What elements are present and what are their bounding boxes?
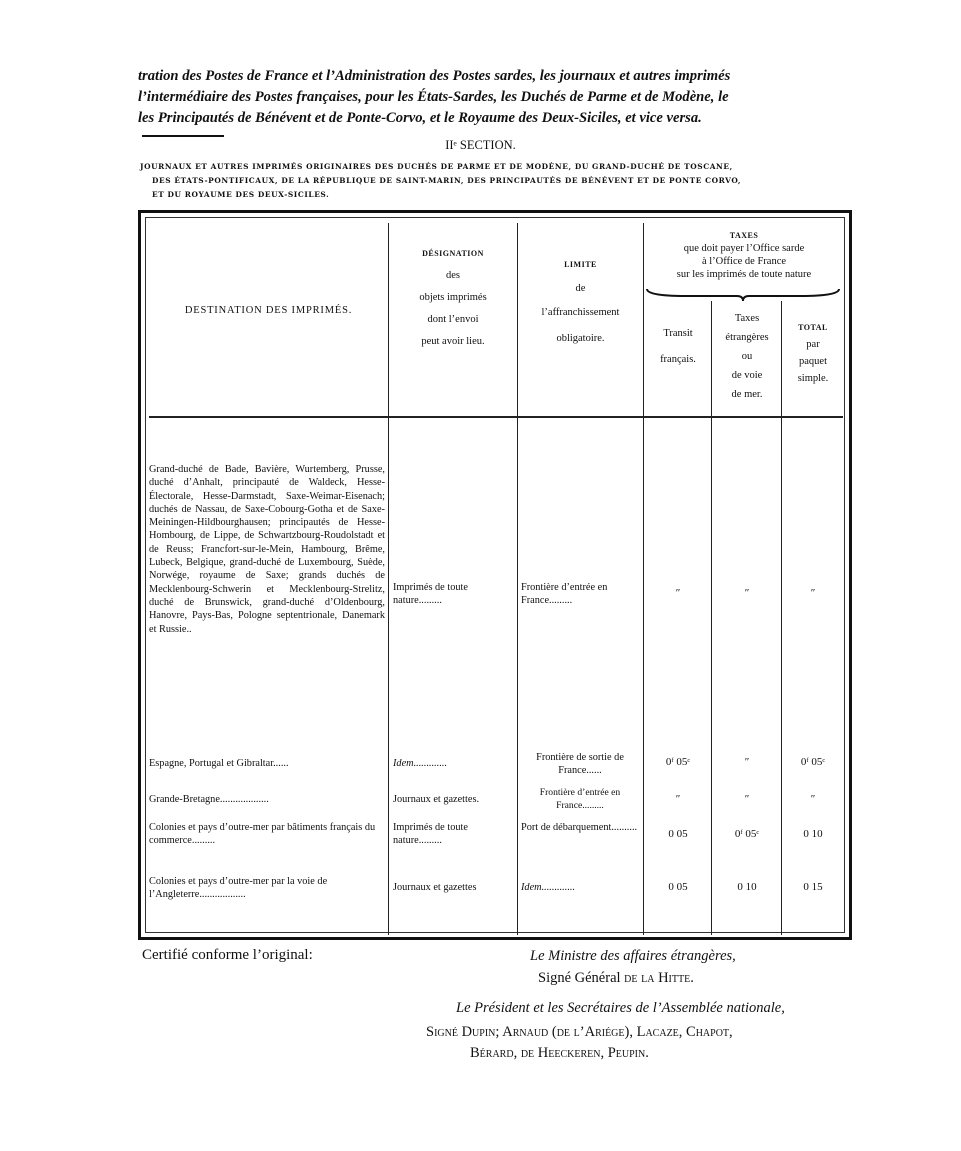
signe-general-label: Signé Général bbox=[538, 970, 621, 986]
table-row-2-designation: Idem............. bbox=[393, 758, 448, 769]
table-row-2-destination: Espagne, Portugal et Gibraltar...... bbox=[149, 758, 289, 769]
table-row-4-total: 0 10 bbox=[803, 828, 823, 840]
header-taxes-line-2: que doit payer l’Office sarde bbox=[683, 243, 805, 254]
table-row-5-etrangeres: 0 10 bbox=[737, 881, 757, 893]
table-row-3-total: ″ bbox=[810, 793, 816, 805]
table-row-5-total: 0 15 bbox=[803, 881, 823, 893]
header-taxes-title: TAXES bbox=[729, 231, 759, 240]
intro-paragraph bbox=[138, 66, 854, 129]
header-etr-taxes: Taxes bbox=[734, 313, 760, 324]
header-designation-title: DÉSIGNATION bbox=[422, 249, 484, 258]
intro-line-3: les Principautés de Bénévent et de Ponte-Corvo, et le Royaume des Deux-Siciles, et vice versa. bbox=[138, 110, 702, 126]
table-row-4-etrangeres: 0ᶠ 05ᶜ bbox=[734, 828, 760, 840]
header-transit-title: Transit bbox=[663, 328, 693, 339]
tariff-table bbox=[138, 210, 852, 940]
header-total bbox=[783, 319, 843, 387]
header-destination: DESTINATION DES IMPRIMÉS. bbox=[184, 305, 353, 316]
header-limite-de: de bbox=[575, 283, 586, 294]
header-etr-etrangeres: étrangères bbox=[725, 332, 769, 343]
header-transit-francais: français. bbox=[660, 354, 696, 365]
col-divider-2 bbox=[517, 223, 518, 935]
header-designation bbox=[391, 243, 515, 353]
hitte-name: de la Hitte. bbox=[624, 970, 694, 986]
ministre-line: Le Ministre des affaires étrangères, bbox=[530, 948, 736, 964]
header-taxes-line-3: à l’Office de France bbox=[701, 256, 787, 267]
header-designation-objets: objets imprimés bbox=[419, 292, 487, 303]
table-row-5-limite: Idem............. bbox=[521, 882, 576, 893]
header-limite-title: LIMITE bbox=[564, 260, 597, 269]
table-row-1-total: ″ bbox=[810, 587, 816, 599]
header-taxes-etrangeres bbox=[713, 309, 781, 404]
taxes-brace bbox=[645, 287, 841, 303]
signe-general-line bbox=[538, 970, 694, 987]
table-row-3-destination: Grande-Bretagne................... bbox=[149, 794, 269, 805]
header-total-title: TOTAL bbox=[798, 323, 828, 332]
table-row-2-transit: 0ᶠ 05ᶜ bbox=[665, 756, 691, 768]
table-row-4-limite: Port de débarquement.......... bbox=[521, 822, 638, 833]
table-row-1-etrangeres: ″ bbox=[744, 587, 750, 599]
header-designation-lieu: peut avoir lieu. bbox=[421, 336, 485, 347]
intro-line-1: tration des Postes de France et l’Administration des Postes sardes, les journaux et autres imprimés bbox=[138, 68, 731, 84]
header-transit bbox=[645, 321, 711, 373]
table-row-1-limite: Frontière d’entrée en France......... bbox=[521, 582, 608, 607]
table-row-3-designation: Journaux et gazettes. bbox=[393, 794, 480, 805]
table-row-1-designation: Imprimés de toute nature......... bbox=[393, 582, 468, 607]
table-row-4-destination: Colonies et pays d’outre-mer par bâtiments français du commerce......... bbox=[149, 822, 376, 847]
header-limite-obligatoire: obligatoire. bbox=[556, 333, 605, 344]
signatories-line-2: Bérard, de Heeckeren, Peupin. bbox=[470, 1045, 649, 1061]
certifie-conforme: Certifié conforme l’original: bbox=[142, 947, 313, 963]
header-taxes-line-4: sur les imprimés de toute nature bbox=[676, 269, 812, 280]
intro-line-2: l’intermédiaire des Postes françaises, pour les États-Sardes, les Duchés de Parme et de Modène, le bbox=[138, 89, 729, 105]
table-row-5-transit: 0 05 bbox=[668, 881, 688, 893]
header-etr-voie: de voie bbox=[731, 370, 763, 381]
section-heading-line-3: ET DU ROYAUME DES DEUX-SICILES. bbox=[152, 190, 330, 199]
header-designation-des: des bbox=[446, 270, 460, 281]
table-row-3-transit: ″ bbox=[675, 793, 681, 805]
short-rule bbox=[142, 135, 224, 137]
table-row-2-limite: Frontière de sortie de France...... bbox=[536, 752, 624, 777]
table-row-5-designation: Journaux et gazettes bbox=[393, 882, 477, 893]
section-title: IIᵉ SECTION. bbox=[445, 138, 516, 152]
table-row-1-destination: Grand-duché de Bade, Bavière, Wurtemberg, Prusse, duché d’Anhalt, principauté de Waldeck, Hesse-Électorale, Hesse-Darmstadt, Saxe-Weimar-Eisenach; duchés de Nassau, de Saxe-Cobourg-Gotha et de Saxe-Meiningen-Hildbourghausen; principautés de Hesse-Hombourg, de Lippe, de Schwartzbourg-Roudolstadt et de Reuss; Francfort-sur-le-Mein, Hambourg, Brême, Lubeck, Belgique, grand-duché de Luxembourg, Suède, Norwége, royaume de Saxe; grands duchés de Mecklenbourg-Schwerin et Mecklenbourg-Strelitz, duché de Brunswick, grand-duché d’Oldenbourg, Hanovre, Pays-Bas, Pologne septentrionale, Danemark et Russie.. bbox=[149, 464, 385, 635]
header-designation-envoi: dont l’envoi bbox=[427, 314, 479, 325]
header-rule bbox=[149, 416, 843, 418]
col-divider-3 bbox=[643, 223, 644, 935]
header-etr-mer: de mer. bbox=[731, 389, 763, 400]
table-row-3-etrangeres: ″ bbox=[744, 793, 750, 805]
signatories-line-1: Signé Dupin; Arnaud (de l’Ariége), Lacaze, Chapot, bbox=[426, 1024, 733, 1040]
section-heading bbox=[140, 160, 854, 202]
table-row-4-designation: Imprimés de toute nature......... bbox=[393, 822, 468, 847]
president-line: Le Président et les Secrétaires de l’Assemblée nationale, bbox=[456, 1000, 785, 1016]
col-divider-4 bbox=[711, 301, 712, 935]
table-row-2-etrangeres: ″ bbox=[744, 756, 750, 768]
header-taxes bbox=[645, 229, 843, 281]
table-row-1-transit: ″ bbox=[675, 587, 681, 599]
col-divider-1 bbox=[388, 223, 389, 935]
header-total-par: par bbox=[806, 339, 820, 350]
table-row-4-transit: 0 05 bbox=[668, 828, 688, 840]
header-limite-affranchissement: l’affranchissement bbox=[541, 307, 620, 318]
header-total-paquet: paquet bbox=[799, 356, 827, 367]
header-limite bbox=[520, 253, 641, 351]
section-heading-line-1: JOURNAUX ET AUTRES IMPRIMÉS ORIGINAIRES DES DUCHÉS DE PARME ET DE MODÈNE, DU GRAND-DUCHÉ DE TOSCANE, bbox=[140, 162, 733, 171]
table-row-5-destination: Colonies et pays d’outre-mer par la voie de l’Angleterre.................. bbox=[149, 876, 328, 901]
table-row-2-total: 0ᶠ 05ᶜ bbox=[800, 756, 826, 768]
table-row-3-limite: Frontière d’entrée en France......... bbox=[539, 787, 621, 812]
section-heading-line-2: DES ÉTATS-PONTIFICAUX, DE LA RÉPUBLIQUE DE SAINT-MARIN, DES PRINCIPAUTÉS DE BÉNÉVENT ET DE PONTE CORVO, bbox=[152, 176, 742, 185]
col-divider-5 bbox=[781, 301, 782, 935]
header-etr-ou: ou bbox=[741, 351, 753, 362]
header-total-simple: simple. bbox=[797, 373, 829, 384]
